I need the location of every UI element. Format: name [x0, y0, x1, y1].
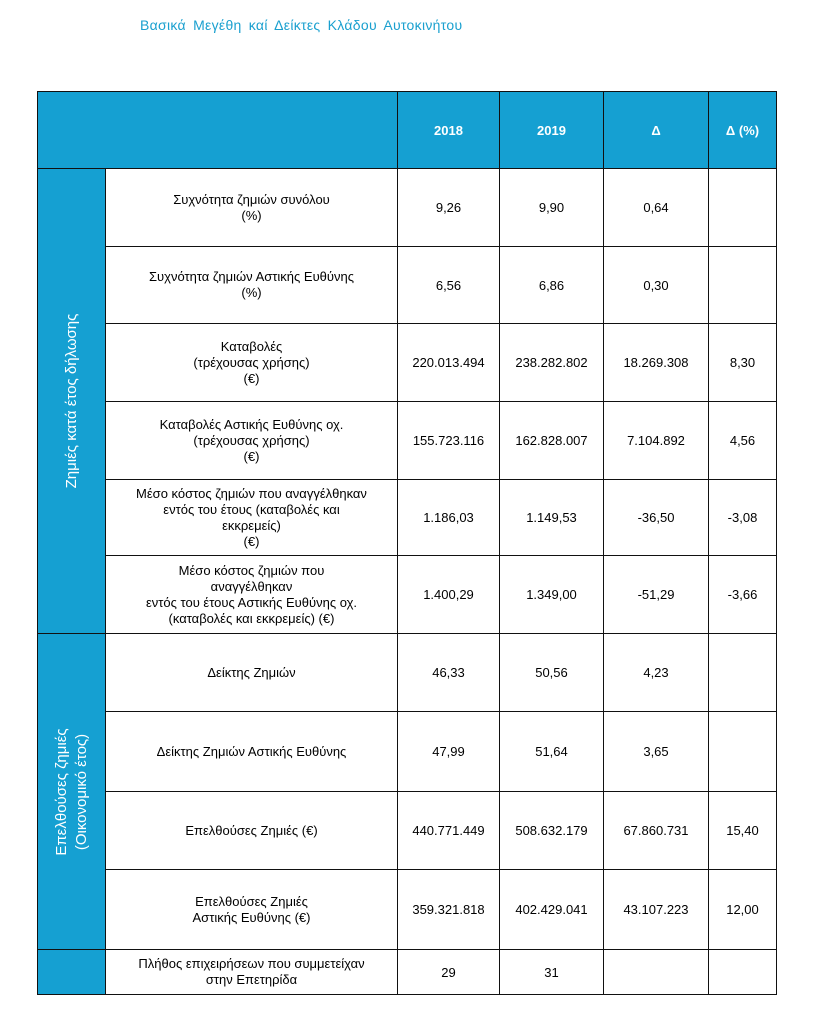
table-row [38, 480, 777, 556]
value-2019: 508.632.179 [500, 792, 604, 870]
column-header: Δ [604, 92, 709, 169]
row-label-line: Καταβολές Αστικής Ευθύνης οχ. [159, 416, 344, 432]
column-header: 2018 [398, 92, 500, 169]
value-2018: 29 [398, 950, 500, 995]
value-2019: 50,56 [500, 634, 604, 712]
statistics-table [37, 91, 777, 995]
row-label-line: στην Επετηρίδα [205, 972, 298, 987]
group2-label [52, 728, 92, 855]
value-delta-pct: 15,40 [709, 792, 777, 870]
value-2019: 402.429.041 [500, 870, 604, 950]
value-2019: 31 [500, 950, 604, 995]
value-delta-pct [709, 634, 777, 712]
row-label-line: (%) [241, 207, 262, 223]
value-delta: 4,23 [604, 634, 709, 712]
value-delta-pct [709, 247, 777, 324]
row-label-line: (τρέχουσας χρήσης) [193, 432, 310, 448]
group2-side-label [38, 634, 106, 950]
row-label-line: αναγγέλθηκαν [210, 578, 293, 594]
row-label-line: Συχνότητα ζημιών συνόλου [173, 191, 330, 207]
row-label-line: (καταβολές και εκκρεμείς) (€) [168, 610, 335, 626]
value-delta-pct [709, 169, 777, 247]
value-delta: 0,30 [604, 247, 709, 324]
row-label-line: (€) [243, 448, 260, 464]
row-label-line: Δείκτης Ζημιών Αστικής Ευθύνης [156, 743, 347, 759]
value-delta-pct: 12,00 [709, 870, 777, 950]
row-label-line: Επελθούσες Ζημιές (€) [185, 822, 318, 838]
row-label-line: Δείκτης Ζημιών [207, 664, 296, 680]
side-blank-cell [38, 950, 106, 995]
row-label [106, 792, 398, 870]
value-delta: 67.860.731 [604, 792, 709, 870]
row-label-line: εκκρεμείς) [222, 517, 281, 533]
column-header: Δ (%) [709, 92, 777, 169]
table-row [38, 634, 777, 712]
value-2019: 1.349,00 [500, 556, 604, 634]
value-2019: 51,64 [500, 712, 604, 792]
value-delta: 18.269.308 [604, 324, 709, 402]
row-label [106, 480, 398, 556]
value-2018: 1.186,03 [398, 480, 500, 556]
value-delta: 7.104.892 [604, 402, 709, 480]
row-label [106, 169, 398, 247]
row-label [106, 324, 398, 402]
value-2019: 162.828.007 [500, 402, 604, 480]
group2-label-line: Επελθούσες ζημιές [52, 727, 70, 856]
row-label-line: (€) [243, 533, 260, 549]
value-2018: 220.013.494 [398, 324, 500, 402]
value-2019: 6,86 [500, 247, 604, 324]
value-2018: 359.321.818 [398, 870, 500, 950]
table-row [38, 870, 777, 950]
table-row [38, 169, 777, 247]
row-label [106, 634, 398, 712]
value-2018: 46,33 [398, 634, 500, 712]
value-2019: 1.149,53 [500, 480, 604, 556]
value-delta: 43.107.223 [604, 870, 709, 950]
table-row [38, 402, 777, 480]
column-header: 2019 [500, 92, 604, 169]
header-row [38, 92, 777, 169]
value-2018: 155.723.116 [398, 402, 500, 480]
row-label-line: (€) [243, 370, 260, 386]
table-row [38, 247, 777, 324]
value-2018: 1.400,29 [398, 556, 500, 634]
value-delta: -51,29 [604, 556, 709, 634]
value-2018: 47,99 [398, 712, 500, 792]
value-delta-pct: -3,08 [709, 480, 777, 556]
row-label [106, 247, 398, 324]
value-2018: 6,56 [398, 247, 500, 324]
row-label-line: (τρέχουσας χρήσης) [193, 354, 310, 370]
table-row [38, 324, 777, 402]
row-label-line: Συχνότητα ζημιών Αστικής Ευθύνης [148, 269, 355, 284]
row-label-line: εντός του έτους Αστικής Ευθύνης οχ. [145, 594, 358, 610]
row-label-line: Πλήθος επιχειρήσεων που συμμετείχαν [138, 956, 365, 971]
value-delta-pct [709, 950, 777, 995]
row-label-line: Επελθούσες Ζημιές [195, 893, 308, 909]
value-2019: 238.282.802 [500, 324, 604, 402]
value-delta-pct [709, 712, 777, 792]
value-2018: 9,26 [398, 169, 500, 247]
value-2019: 9,90 [500, 169, 604, 247]
table-row [38, 792, 777, 870]
value-delta: 3,65 [604, 712, 709, 792]
table-row [38, 556, 777, 634]
value-delta: -36,50 [604, 480, 709, 556]
value-delta-pct: 8,30 [709, 324, 777, 402]
page-title: Βασικά Μεγέθη καί Δείκτες Κλάδου Αυτοκινήτου [140, 17, 463, 33]
table-row [38, 712, 777, 792]
row-label [106, 556, 398, 634]
group1-label: Ζημιές κατά έτος δήλωσης [62, 313, 80, 489]
table-row [38, 950, 777, 995]
row-label-line: Μέσο κόστος ζημιών που [178, 562, 325, 578]
value-delta-pct: 4,56 [709, 402, 777, 480]
row-label-line: (%) [241, 285, 262, 300]
row-label-line: Αστικής Ευθύνης (€) [192, 909, 311, 925]
row-label [106, 402, 398, 480]
value-delta [604, 950, 709, 995]
header-blank-cell [38, 92, 398, 169]
row-label-line: Καταβολές [220, 338, 283, 354]
group2-label-line: (Οικονομικό έτος) [72, 733, 90, 850]
value-delta: 0,64 [604, 169, 709, 247]
value-2018: 440.771.449 [398, 792, 500, 870]
row-label [106, 870, 398, 950]
row-label [106, 950, 398, 995]
row-label-line: εντός του έτους (καταβολές και [163, 501, 340, 517]
value-delta-pct: -3,66 [709, 556, 777, 634]
group1-side-label [38, 169, 106, 634]
row-label-line: Μέσο κόστος ζημιών που αναγγέλθηκαν [136, 485, 367, 501]
row-label [106, 712, 398, 792]
